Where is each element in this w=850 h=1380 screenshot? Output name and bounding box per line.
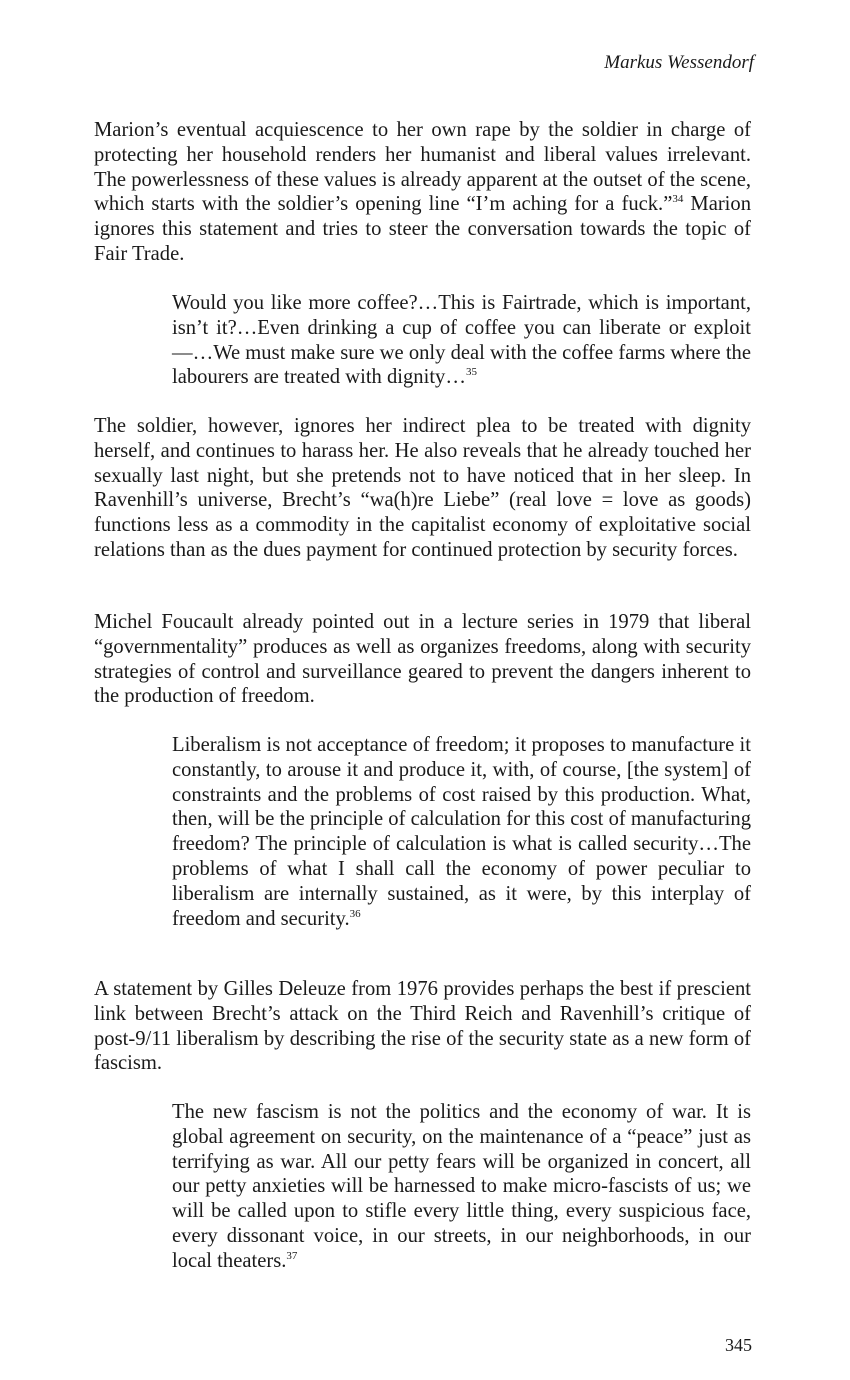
page-number: 345 xyxy=(725,1335,752,1355)
paragraph-text: The soldier, however, ignores her indirect plea to be treated with dignity herself, and continues to harass her. He also reveals that he already touched her sexually last night, but she pretends not to have noticed that in her sleep. In Ravenhill’s universe, Brecht’s “wa(h)re Liebe” (real love = love as goods) functions less as a commodity in the capitalist economy of exploitative social relations than as the dues payment for continued protection by security forces. xyxy=(94,415,751,561)
paragraph-text: A statement by Gilles Deleuze from 1976 provides perhaps the best if prescient link between Brecht’s attack on the Third Reich and Ravenhill’s critique of post-9/11 liberalism by describing the rise of the security state as a new form of fascism. xyxy=(94,978,751,1075)
running-header-author: Markus Wessendorf xyxy=(604,52,754,73)
block-quote-foucault-liberalism xyxy=(172,733,751,931)
paragraph-foucault xyxy=(94,610,751,709)
quote-text: Liberalism is not acceptance of freedom; it proposes to manufacture it constantly, to arouse it and produce it, with, of course, [the system] of constraints and the problems of cost raised by this production. What, then, will be the principle of calculation for this cost of manufacturing freedom? The principle of calculation is what is called security…The problems of what I shall call the economy of power peculiar to liberalism are internally sustained, as it were, by this interplay of freedom and security. xyxy=(172,734,751,930)
quote-text: The new fascism is not the politics and the economy of war. It is global agreement on security, on the maintenance of a “peace” just as terrifying as war. All our petty fears will be organized in concert, all our petty anxieties will be harnessed to make micro-fascists of us; we will be called upon to stifle every little thing, every suspicious face, every dissonant voice, in our streets, in our neighborhoods, in our local theaters. xyxy=(172,1101,751,1272)
paragraph-text: Michel Foucault already pointed out in a lecture series in 1979 that liberal “governmentality” produces as well as organizes freedoms, along with security strategies of control and surveillance geared to prevent the dangers inherent to the production of freedom. xyxy=(94,611,751,708)
footnote-ref-35[interactable]: 35 xyxy=(465,366,477,379)
block-quote-fairtrade xyxy=(172,291,751,390)
paragraph-deleuze xyxy=(94,977,751,1076)
quote-text: Would you like more coffee?…This is Fairtrade, which is important, isn’t it?…Even drinking a cup of coffee you can liberate or exploit—…We must make sure we only deal with the coffee farms where the labourers are treated with dignity… xyxy=(172,292,751,389)
paragraph-text: Marion’s eventual acquiescence to her own rape by the soldier in charge of protecting her household renders her humanist and liberal values irrelevant. The powerlessness of these values is already apparent at the outset of the scene, which starts with the soldier’s opening line “I’m aching for a fuck.” xyxy=(94,119,751,216)
block-quote-deleuze-fascism xyxy=(172,1100,751,1274)
footnote-ref-36[interactable]: 36 xyxy=(349,907,361,920)
paragraph-text-continued: Marion ignores this statement and tries to steer the conversation towards the topic of Fair Trade. xyxy=(94,193,752,265)
footnote-ref-34[interactable]: 34 xyxy=(672,193,684,206)
footnote-ref-37[interactable]: 37 xyxy=(286,1249,298,1262)
paragraph-soldier-harassment xyxy=(94,414,751,563)
paragraph-marion-acquiescence xyxy=(94,118,751,267)
